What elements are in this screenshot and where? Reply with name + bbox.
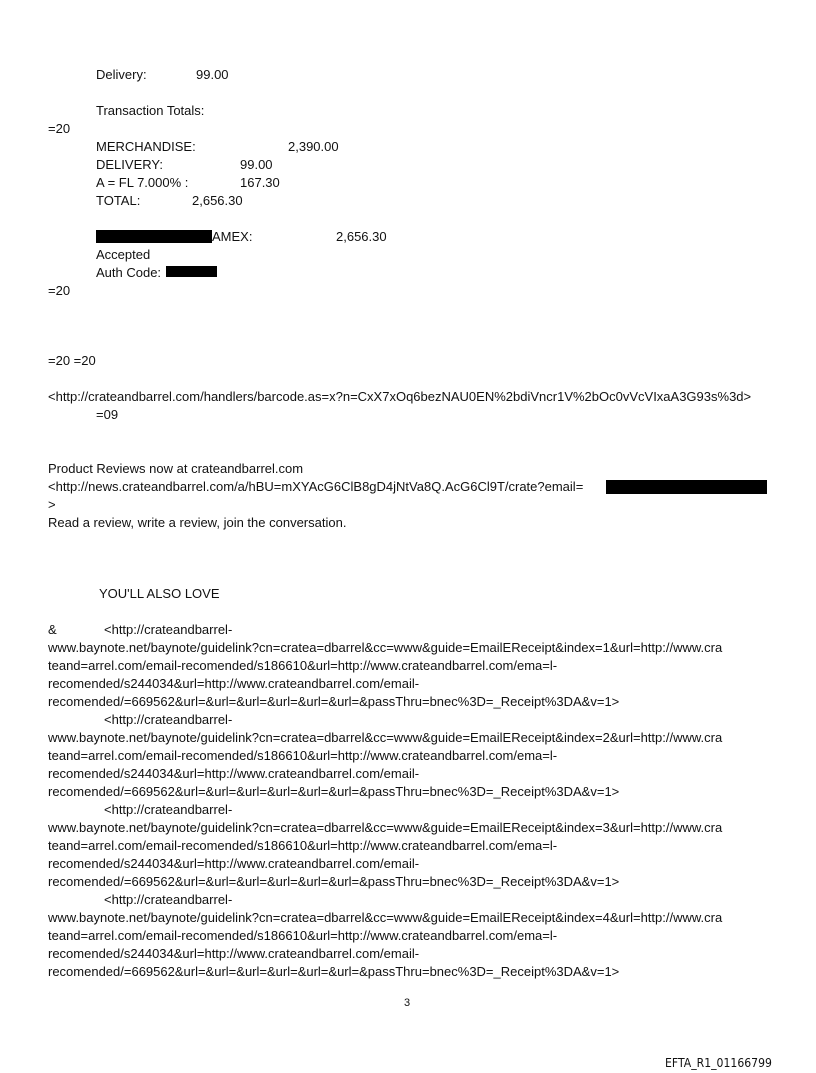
reviews-title: Product Reviews now at crateandbarrel.com <box>48 461 304 476</box>
footer-document-id: EFTA_R1_01166799 <box>665 1056 772 1070</box>
redaction-bar <box>166 266 217 277</box>
recommendation-link[interactable]: recomended/s244034&url=http://www.crateandbarrel.com/email- <box>48 766 420 781</box>
tax-label: A = FL 7.000% : <box>96 175 189 190</box>
total-label: TOTAL: <box>96 193 141 208</box>
encoding-marker: =20 <box>48 121 71 136</box>
barcode-link[interactable]: <http://crateandbarrel.com/handlers/barcode.as=x?n=CxX7xOq6bezNAU0EN%2bdiVncr1V%2bOc0vVcVIxaA3G93s%3d> <box>48 389 752 404</box>
recommendation-link[interactable]: teand=arrel.com/email-recomended/s186610&url=http://www.crateandbarrel.com/ema=l- <box>48 838 558 853</box>
recommendation-link[interactable]: recomended/s244034&url=http://www.crateandbarrel.com/email- <box>48 946 420 961</box>
transaction-totals-label: Transaction Totals: <box>96 103 205 118</box>
amex-value: 2,656.30 <box>336 229 387 244</box>
merchandise-label: MERCHANDISE: <box>96 139 196 154</box>
recommendation-link[interactable]: www.baynote.net/baynote/guidelink?cn=cratea=dbarrel&cc=www&guide=EmailEReceipt&index=1&url=http://www.cra <box>48 640 723 655</box>
merchandise-value: 2,390.00 <box>288 139 339 154</box>
reviews-link[interactable]: <http://news.crateandbarrel.com/a/hBU=mXYAcG6ClB8gD4jNtVa8Q.AcG6Cl9T/crate?email= <box>48 479 584 494</box>
recommendation-link[interactable]: recomended/s244034&url=http://www.crateandbarrel.com/email- <box>48 856 420 871</box>
recommendation-link[interactable]: www.baynote.net/baynote/guidelink?cn=cratea=dbarrel&cc=www&guide=EmailEReceipt&index=4&url=http://www.cra <box>48 910 723 925</box>
payment-status: Accepted <box>96 247 151 262</box>
recommendation-link[interactable]: recomended/=669562&url=&url=&url=&url=&url=&url=&passThru=bnec%3D=_Receipt%3DA&v=1> <box>48 874 620 889</box>
recommendation-link[interactable]: teand=arrel.com/email-recomended/s186610&url=http://www.crateandbarrel.com/ema=l- <box>48 748 558 763</box>
recommendation-link[interactable]: recomended/s244034&url=http://www.crateandbarrel.com/email- <box>48 676 420 691</box>
recommendation-link[interactable]: <http://crateandbarrel- <box>104 622 233 637</box>
recommendation-link[interactable]: <http://crateandbarrel- <box>104 802 233 817</box>
encoding-marker: =09 <box>96 407 119 422</box>
auth-code-label: Auth Code: <box>96 265 162 280</box>
encoding-marker: =20 =20 <box>48 353 96 368</box>
encoding-marker: =20 <box>48 283 71 298</box>
recommendation-link[interactable]: <http://crateandbarrel- <box>104 892 233 907</box>
delivery-total-label: DELIVERY: <box>96 157 163 172</box>
recommendation-link[interactable]: www.baynote.net/baynote/guidelink?cn=cratea=dbarrel&cc=www&guide=EmailEReceipt&index=3&url=http://www.cra <box>48 820 723 835</box>
tax-value: 167.30 <box>240 175 280 190</box>
reviews-blurb: Read a review, write a review, join the conversation. <box>48 515 347 530</box>
recommendation-link[interactable]: recomended/=669562&url=&url=&url=&url=&url=&url=&passThru=bnec%3D=_Receipt%3DA&v=1> <box>48 694 620 709</box>
recommendation-link[interactable]: www.baynote.net/baynote/guidelink?cn=cratea=dbarrel&cc=www&guide=EmailEReceipt&index=2&url=http://www.cra <box>48 730 723 745</box>
recommendation-link[interactable]: teand=arrel.com/email-recomended/s186610&url=http://www.crateandbarrel.com/ema=l- <box>48 658 558 673</box>
redaction-bar <box>606 480 767 494</box>
redaction-bar <box>96 230 212 243</box>
ampersand: & <box>48 622 57 637</box>
recommendation-link[interactable]: recomended/=669562&url=&url=&url=&url=&url=&url=&passThru=bnec%3D=_Receipt%3DA&v=1> <box>48 964 620 979</box>
delivery-label: Delivery: <box>96 67 147 82</box>
delivery-total-value: 99.00 <box>240 157 273 172</box>
total-value: 2,656.30 <box>192 193 243 208</box>
reviews-link-close: > <box>48 497 56 512</box>
delivery-value: 99.00 <box>196 67 229 82</box>
recommendation-link[interactable]: recomended/=669562&url=&url=&url=&url=&url=&url=&passThru=bnec%3D=_Receipt%3DA&v=1> <box>48 784 620 799</box>
section-heading: YOU'LL ALSO LOVE <box>99 586 220 601</box>
recommendation-link[interactable]: <http://crateandbarrel- <box>104 712 233 727</box>
amex-label: AMEX: <box>212 229 253 244</box>
page-number: 3 <box>404 997 411 1009</box>
recommendation-link[interactable]: teand=arrel.com/email-recomended/s186610&url=http://www.crateandbarrel.com/ema=l- <box>48 928 558 943</box>
